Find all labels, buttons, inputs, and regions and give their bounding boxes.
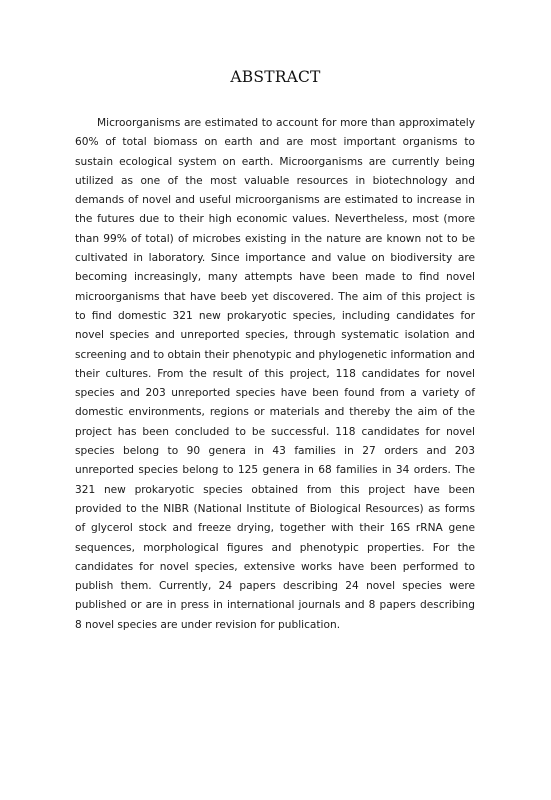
abstract-paragraph: Microorganisms are estimated to account for more than approximately 60% of total biomass on earth and are most important organisms to sustain ecological system on earth. Microorganisms are currently being utilized as one of the most valuable resources in biotechnology and demands of novel and useful microorganisms are estimated to increase in the futures due to their high economic values. Nevertheless, most (more than 99% of total) of microbes existing in the nature are known not to be cultivated in laboratory. Since importance and value on biodiversity are becoming increasingly, many attempts have been made to find novel microorganisms that have beeb yet discovered. The aim of this project is to find domestic 321 new prokaryotic species, including candidates for novel species and unreported species, through systematic isolation and screening and to obtain their phenotypic and phylogenetic information and their cultures. From the result of this project, 118 candidates for novel species and 203 unreported species have been found from a variety of domestic environments, regions or materials and thereby the aim of the project has been concluded to be successful. 118 candidates for novel species belong to 90 genera in 43 families in 27 orders and 203 unreported species belong to 125 genera in 68 families in 34 orders. The 321 new prokaryotic species obtained from this project have been provided to the NIBR (National Institute of Biological Resources) as forms of glycerol stock and freeze drying, together with their 16S rRNA gene sequences, morphological figures and phenotypic properties. For the candidates for novel species, extensive works have been performed to publish them. Currently, 24 papers describing 24 novel species were published or are in press in international journals and 8 papers describing 8 novel species are under revision for publication. <box>75 117 475 631</box>
abstract-title: ABSTRACT <box>230 68 321 86</box>
